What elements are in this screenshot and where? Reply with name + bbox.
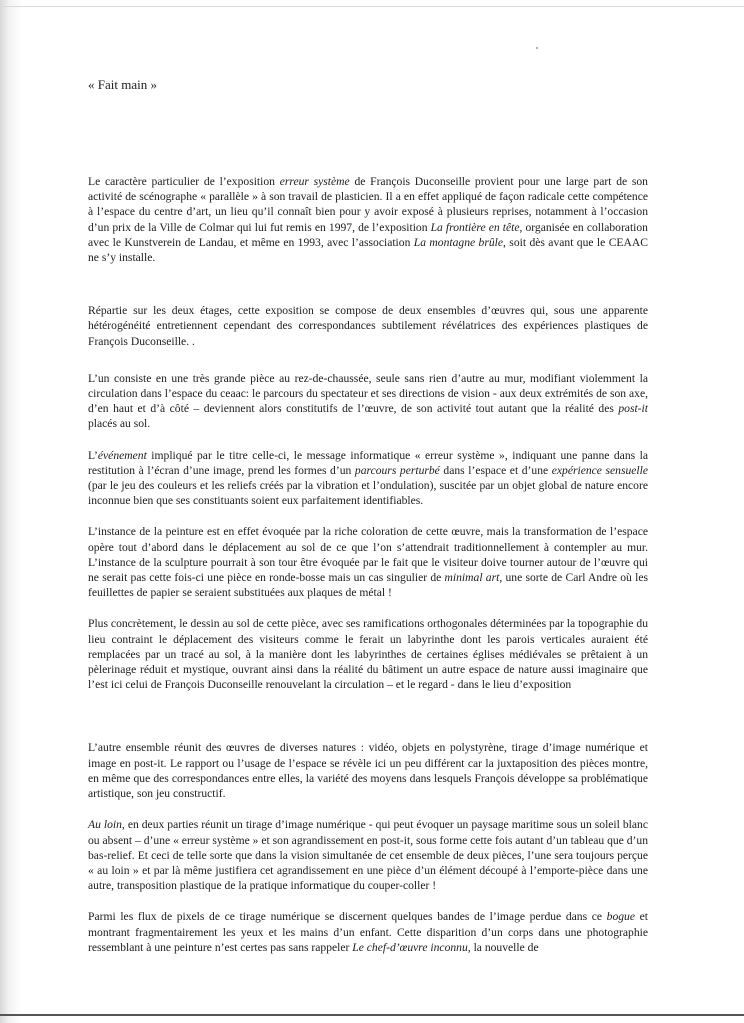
- text-run: dans l’espace et d’une: [439, 463, 552, 477]
- text-run: Parmi les flux de pixels de ce tirage numérique se discernent quelques bandes de l’image perdue dans ce: [88, 910, 607, 924]
- text-run: L’instance de la peinture est en effet évoquée par la riche coloration de cette œuvre, mais la transformation de l’espace opère tout d’abord dans le déplacement au sol de ce que l’on s’attendrait traditionnellement à contempler au mur. L’instance de la sculpture pourrait à son tour être évoquée par le fait que le visiteur doive tourner autour de l’œuvre qui ne serait pas cette fois-ci une pièce en ronde-bosse mais un cas singulier de: [88, 525, 648, 585]
- paragraph-2: [88, 303, 648, 349]
- text-run: L’un consiste en une très grande pièce au rez-de-chaussée, seule sans rien d’autre au mur, modifiant violemment la circulation dans l’espace du ceaac: le parcours du spectateur et ses directions de vision - aux deux extrémités de son axe, d’en haut et d’à côté – deviennent alors constitutifs de l’œuvre, de son activité tout autant que la réalité des: [88, 371, 648, 416]
- italic-text-run: événement: [97, 448, 147, 462]
- paragraph-9: [88, 909, 648, 955]
- paragraph-3: [88, 371, 648, 432]
- text-run: impliqué par le titre celle-ci, le message informatique « erreur système », indiquant une panne dans la restitution à l’écran d’une image, prend les formes d’un: [88, 448, 648, 477]
- text-run: , la nouvelle de: [467, 940, 539, 954]
- italic-text-run: expérience sensuelle: [551, 463, 649, 477]
- italic-text-run: post-it: [618, 402, 648, 416]
- italic-text-run: bogue: [606, 910, 635, 924]
- text-run: Plus concrètement, le dessin au sol de cette pièce, avec ses ramifications orthogonales déterminées par la topographie du lieu contraint le déplacement des visiteurs comme le ferait un labyrinthe dont les parois verticales auraient été remplacées par un tracé au sol, à la manière dont les labyrinthes de certaines églises médiévales se prêtaient à un pèlerinage réduit et mystique, ouvrant ainsi dans la réalité du bâtiment un autre espace de nature aussi imaginaire que l’est ici celui de François Duconseille renouvelant la circulation – et le regard - dans le lieu d’exposition: [88, 617, 648, 692]
- text-run: Le caractère particulier de l’exposition: [88, 175, 280, 188]
- italic-text-run: Au loin: [88, 818, 122, 832]
- text-run: (par le jeu des couleurs et les reliefs créés par la vibration et l’ondulation), suscitée par un objet global de nature encore inconnue bien que ses constituants soient eux parfaitement identifiables.: [88, 479, 648, 508]
- italic-text-run: La frontière en tête: [430, 220, 520, 234]
- text-run: et montrant fragmentairement les yeux et les mains d’un enfant. Cette disparition d’un corps dans une photographie ressemblant à une peinture n’est certes pas sans rappeler: [88, 910, 649, 954]
- italic-text-run: La montagne brûle: [413, 235, 504, 249]
- text-run: , soit dès avant que le CEAAC ne s’y installe.: [88, 235, 648, 265]
- text-run: , organisée en collaboration avec le Kunstverein de Landau, et même en 1993, avec l’association: [88, 220, 648, 249]
- italic-text-run: minimal art: [444, 571, 500, 585]
- text-run: L’autre ensemble réunit des œuvres de diverses natures : vidéo, objets en polystyrène, tirage d’image numérique et image en post-it. Le rapport ou l’usage de l’espace se révèle ici un peu différent car la juxtaposition des pièces montre, en même que des correspondances entre elles, la variété des moyens dans lesquels François développe sa problématique artistique, son jeu constructif.: [88, 741, 648, 801]
- italic-text-run: parcours perturbé: [354, 463, 440, 477]
- text-run: Répartie sur les deux étages, cette exposition se compose de deux ensembles d’œuvres qui, sous une apparente hétérogénéité entretiennent cependant des correspondances subtilement révélatrices des expériences plastiques de François Duconseille. .: [88, 304, 648, 348]
- text-run: , une sorte de Carl Andre où les feuillettes de papier se seraient substituées aux plaques de métal !: [88, 571, 648, 600]
- paragraph-7: [88, 740, 648, 801]
- paragraph-4: [88, 448, 648, 509]
- paragraph-8: [88, 817, 648, 893]
- text-run: placés au sol.: [88, 417, 151, 431]
- paragraph-5: [88, 524, 648, 600]
- italic-text-run: erreur système: [279, 175, 350, 188]
- text-run: L’: [88, 448, 98, 462]
- scan-speck: [536, 47, 538, 49]
- document-title: « Fait main »: [88, 77, 157, 92]
- paragraph-6: [88, 616, 648, 692]
- paragraph-1: [88, 174, 648, 265]
- italic-text-run: Le chef-d’œuvre inconnu: [352, 940, 468, 954]
- scan-top-line: [0, 6, 744, 7]
- text-run: , en deux parties réunit un tirage d’image numérique - qui peut évoquer un paysage maritime sous un soleil blanc ou absent – d’une « erreur système » et son agrandissement en post-it, sous forme cette fois autant d’un tableau que d’un bas-relief. Et ceci de telle sorte que dans la vision simultanée de cet ensemble de deux pièces, l’une sera toujours perçue « au loin » et par là même justifiera cet agrandissement en une pièce d’un élément découpé à l’emporte-pièce dans une autre, transposition plastique de la pratique informatique du couper-coller !: [88, 818, 648, 893]
- scan-bottom-line: [0, 1014, 744, 1016]
- text-run: de François Duconseille provient pour une large part de son activité de scénographe « parallèle » à son travail de plasticien. Il a en effet appliqué de façon radicale cette compétence à l’espace du centre d’art, un lieu qu’il connaît bien pour y avoir exposé à plusieurs reprises, notamment à l’occasion d’un prix de la Ville de Colmar qui lui fut remis en 1997, de l’exposition: [88, 175, 648, 234]
- document-body: [88, 174, 648, 971]
- scan-edge-shadow: [0, 0, 22, 1023]
